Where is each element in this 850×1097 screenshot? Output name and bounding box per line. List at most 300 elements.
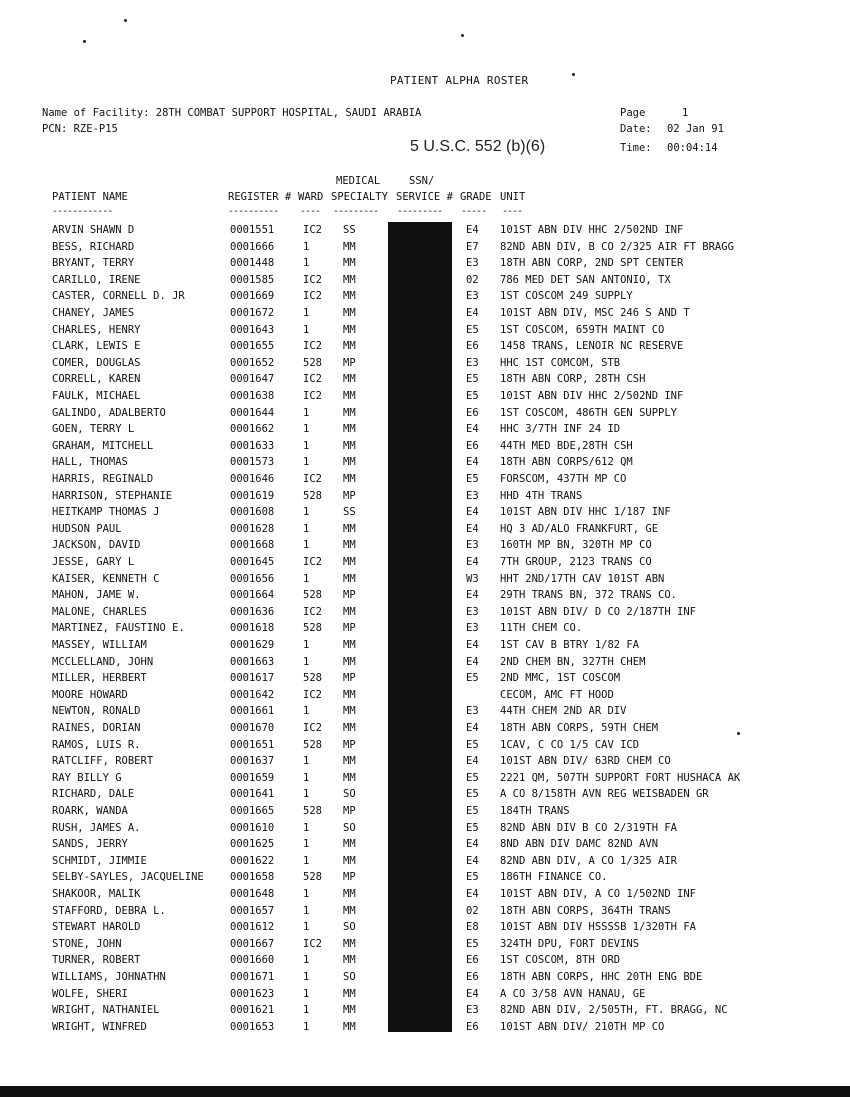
- register-cell: 0001637: [230, 755, 275, 768]
- unit-cell: 1ST COSCOM, 659TH MAINT CO: [500, 323, 665, 336]
- specialty-cell: MM: [343, 705, 356, 718]
- patient-name-cell: COMER, DOUGLAS: [52, 356, 141, 369]
- patient-name-cell: CHARLES, HENRY: [52, 323, 141, 336]
- grade-cell: E4: [466, 987, 479, 1000]
- register-cell: 0001658: [230, 871, 275, 884]
- register-cell: 0001671: [230, 971, 275, 983]
- specialty-cell: MM: [343, 456, 356, 469]
- ward-cell: IC2: [303, 273, 322, 286]
- unit-cell: 101ST ABN DIV, MSC 246 S AND T: [500, 307, 690, 319]
- grade-cell: E4: [466, 722, 479, 734]
- patient-name-cell: SELBY-SAYLES, JACQUELINE: [52, 871, 204, 884]
- patient-name-cell: HALL, THOMAS: [52, 456, 128, 469]
- time-label: Time:: [620, 142, 652, 154]
- ward-cell: 528: [303, 805, 322, 817]
- unit-cell: A CO 8/158TH AVN REG WEISBADEN GR: [500, 788, 709, 801]
- specialty-cell: MM: [343, 273, 356, 286]
- ward-cell: IC2: [303, 340, 322, 353]
- register-cell: 0001628: [230, 522, 275, 535]
- patient-name-cell: STONE, JOHN: [52, 937, 122, 950]
- register-cell: 0001660: [230, 954, 275, 967]
- ward-cell: IC2: [303, 473, 322, 485]
- unit-cell: A CO 3/58 AVN HANAU, GE: [500, 987, 646, 1000]
- register-cell: 0001629: [230, 639, 275, 651]
- register-cell: 0001636: [230, 605, 275, 618]
- ward-cell: IC2: [303, 605, 322, 618]
- scan-speck: [83, 40, 86, 43]
- specialty-cell: MM: [343, 904, 356, 917]
- register-cell: 0001573: [230, 456, 275, 469]
- patient-name-cell: GOEN, TERRY L: [52, 423, 135, 436]
- col-grade: GRADE: [460, 191, 492, 203]
- unit-cell: 18TH ABN CORPS, 364TH TRANS: [500, 904, 671, 917]
- time-value: 00:04:14: [667, 142, 718, 154]
- register-cell: 0001645: [230, 556, 275, 568]
- grade-cell: E4: [466, 888, 479, 900]
- ward-cell: IC2: [303, 556, 322, 568]
- grade-cell: E6: [466, 971, 479, 983]
- col-ssn: SSN/: [409, 175, 435, 187]
- unit-cell: FORSCOM, 437TH MP CO: [500, 473, 627, 485]
- register-cell: 0001641: [230, 788, 275, 801]
- unit-cell: CECOM, AMC FT HOOD: [500, 688, 614, 701]
- col-register: REGISTER #: [228, 191, 292, 203]
- underline-ward: ----: [300, 206, 321, 217]
- col-ward: WARD: [298, 191, 324, 203]
- ward-cell: 528: [303, 738, 322, 751]
- specialty-cell: MM: [343, 257, 356, 270]
- register-cell: 0001622: [230, 854, 275, 867]
- unit-cell: 7TH GROUP, 2123 TRANS CO: [500, 556, 652, 568]
- patient-name-cell: ARVIN SHAWN D: [52, 224, 135, 236]
- register-cell: 0001665: [230, 805, 275, 817]
- grade-cell: E3: [466, 622, 479, 635]
- patient-name-cell: TURNER, ROBERT: [52, 954, 141, 967]
- grade-cell: E3: [466, 705, 479, 718]
- grade-cell: E4: [466, 639, 479, 651]
- ward-cell: 528: [303, 356, 322, 369]
- unit-cell: HQ 3 AD/ALO FRANKFURT, GE: [500, 522, 659, 535]
- register-cell: 0001664: [230, 589, 275, 602]
- patient-name-cell: CARILLO, IRENE: [52, 273, 141, 286]
- specialty-cell: SS: [343, 506, 356, 519]
- ward-cell: 1: [303, 240, 310, 253]
- ward-cell: 528: [303, 489, 322, 502]
- patient-name-cell: RAMOS, LUIS R.: [52, 738, 141, 751]
- underline-name: ------------: [52, 206, 113, 217]
- scan-speck: [461, 34, 464, 37]
- unit-cell: 101ST ABN DIV HSSSSB 1/320TH FA: [500, 921, 696, 934]
- patient-name-cell: RAINES, DORIAN: [52, 722, 141, 734]
- grade-cell: E3: [466, 257, 479, 270]
- register-cell: 0001669: [230, 290, 275, 303]
- register-cell: 0001625: [230, 838, 275, 851]
- specialty-cell: MM: [343, 688, 356, 701]
- unit-cell: HHD 4TH TRANS: [500, 489, 583, 502]
- page-title: PATIENT ALPHA ROSTER: [390, 74, 529, 87]
- specialty-cell: SO: [343, 821, 356, 834]
- register-cell: 0001623: [230, 987, 275, 1000]
- grade-cell: E4: [466, 556, 479, 568]
- ward-cell: 1: [303, 506, 310, 519]
- unit-cell: 44TH CHEM 2ND AR DIV: [500, 705, 627, 718]
- ward-cell: 1: [303, 257, 310, 270]
- ward-cell: 1: [303, 307, 310, 319]
- grade-cell: E3: [466, 605, 479, 618]
- specialty-cell: MP: [343, 622, 356, 635]
- patient-name-cell: STEWART HAROLD: [52, 921, 141, 934]
- unit-cell: 1ST COSCOM, 486TH GEN SUPPLY: [500, 406, 678, 419]
- date-label: Date:: [620, 123, 652, 135]
- specialty-cell: MM: [343, 954, 356, 967]
- ward-cell: 1: [303, 423, 310, 436]
- patient-name-cell: MOORE HOWARD: [52, 688, 128, 701]
- grade-cell: E4: [466, 655, 479, 668]
- specialty-cell: MM: [343, 522, 356, 535]
- page-label: Page: [620, 107, 646, 119]
- col-patient-name: PATIENT NAME: [52, 191, 128, 203]
- specialty-cell: MM: [343, 240, 356, 253]
- specialty-cell: SS: [343, 224, 356, 236]
- register-cell: 0001619: [230, 489, 275, 502]
- unit-cell: 11TH CHEM CO.: [500, 622, 583, 635]
- unit-cell: 101ST ABN DIV/ D CO 2/187TH INF: [500, 605, 696, 618]
- specialty-cell: MM: [343, 755, 356, 768]
- register-cell: 0001646: [230, 473, 275, 485]
- specialty-cell: MP: [343, 489, 356, 502]
- register-cell: 0001652: [230, 356, 275, 369]
- ward-cell: 528: [303, 589, 322, 602]
- ward-cell: 1: [303, 539, 310, 552]
- specialty-cell: MM: [343, 854, 356, 867]
- patient-name-cell: GALINDO, ADALBERTO: [52, 406, 166, 419]
- patient-name-cell: RICHARD, DALE: [52, 788, 135, 801]
- specialty-cell: MM: [343, 1020, 356, 1033]
- underline-unit: ----: [502, 206, 523, 217]
- unit-cell: 82ND ABN DIV, A CO 1/325 AIR: [500, 854, 678, 867]
- register-cell: 0001610: [230, 821, 275, 834]
- unit-cell: 18TH ABN CORP, 28TH CSH: [500, 373, 646, 386]
- ward-cell: 1: [303, 788, 310, 801]
- grade-cell: E4: [466, 589, 479, 602]
- unit-cell: 160TH MP BN, 320TH MP CO: [500, 539, 652, 552]
- patient-name-cell: HARRISON, STEPHANIE: [52, 489, 173, 502]
- register-cell: 0001638: [230, 390, 275, 402]
- ward-cell: 528: [303, 672, 322, 685]
- patient-name-cell: HUDSON PAUL: [52, 522, 122, 535]
- specialty-cell: MM: [343, 423, 356, 436]
- grade-cell: E4: [466, 838, 479, 851]
- patient-name-cell: CASTER, CORNELL D. JR: [52, 290, 185, 303]
- register-cell: 0001662: [230, 423, 275, 436]
- ward-cell: 528: [303, 871, 322, 884]
- grade-cell: E6: [466, 1020, 479, 1033]
- register-cell: 0001644: [230, 406, 275, 419]
- register-cell: 0001655: [230, 340, 275, 353]
- unit-cell: 2ND MMC, 1ST COSCOM: [500, 672, 621, 685]
- grade-cell: E5: [466, 821, 479, 834]
- patient-name-cell: SANDS, JERRY: [52, 838, 128, 851]
- register-cell: 0001448: [230, 257, 275, 270]
- ward-cell: 1: [303, 639, 310, 651]
- specialty-cell: MM: [343, 722, 356, 734]
- register-cell: 0001617: [230, 672, 275, 685]
- ward-cell: 1: [303, 838, 310, 851]
- foia-exemption-stamp: 5 U.S.C. 552 (b)(6): [410, 138, 546, 155]
- specialty-cell: MP: [343, 356, 356, 369]
- page-number: 1: [682, 107, 689, 119]
- ward-cell: IC2: [303, 722, 322, 734]
- scan-speck: [572, 73, 575, 76]
- register-cell: 0001551: [230, 224, 275, 236]
- unit-cell: 186TH FINANCE CO.: [500, 871, 608, 884]
- ward-cell: IC2: [303, 688, 322, 701]
- register-cell: 0001633: [230, 439, 275, 452]
- grade-cell: E5: [466, 788, 479, 801]
- ward-cell: 1: [303, 755, 310, 768]
- register-cell: 0001651: [230, 738, 275, 751]
- ward-cell: 1: [303, 921, 310, 934]
- ward-cell: 1: [303, 655, 310, 668]
- unit-cell: 18TH ABN CORPS, HHC 20TH ENG BDE: [500, 971, 703, 983]
- specialty-cell: MM: [343, 771, 356, 784]
- patient-name-cell: SCHMIDT, JIMMIE: [52, 854, 147, 867]
- ward-cell: 528: [303, 622, 322, 635]
- grade-cell: E5: [466, 738, 479, 751]
- patient-name-cell: BESS, RICHARD: [52, 240, 135, 253]
- register-cell: 0001666: [230, 240, 275, 253]
- grade-cell: E5: [466, 771, 479, 784]
- ward-cell: 1: [303, 904, 310, 917]
- unit-cell: 101ST ABN DIV HHC 1/187 INF: [500, 506, 671, 519]
- scan-speck: [124, 19, 127, 22]
- register-cell: 0001668: [230, 539, 275, 552]
- unit-cell: 82ND ABN DIV, B CO 2/325 AIR FT BRAGG: [500, 240, 734, 253]
- specialty-cell: MM: [343, 1004, 356, 1017]
- unit-cell: 29TH TRANS BN, 372 TRANS CO.: [500, 589, 678, 602]
- grade-cell: E5: [466, 805, 479, 817]
- unit-cell: 184TH TRANS: [500, 805, 570, 817]
- grade-cell: E5: [466, 473, 479, 485]
- grade-cell: E6: [466, 439, 479, 452]
- specialty-cell: MM: [343, 439, 356, 452]
- patient-name-cell: MASSEY, WILLIAM: [52, 639, 147, 651]
- unit-cell: HHT 2ND/17TH CAV 101ST ABN: [500, 572, 665, 585]
- underline-register: ----------: [228, 206, 279, 217]
- register-cell: 0001585: [230, 273, 275, 286]
- specialty-cell: MM: [343, 655, 356, 668]
- register-cell: 0001667: [230, 937, 275, 950]
- register-cell: 0001621: [230, 1004, 275, 1017]
- ward-cell: 1: [303, 456, 310, 469]
- grade-cell: E4: [466, 854, 479, 867]
- specialty-cell: MM: [343, 937, 356, 950]
- register-cell: 0001612: [230, 921, 275, 934]
- specialty-cell: MP: [343, 589, 356, 602]
- unit-cell: 1ST COSCOM, 8TH ORD: [500, 954, 621, 967]
- specialty-cell: MM: [343, 838, 356, 851]
- register-cell: 0001656: [230, 572, 275, 585]
- patient-name-cell: WRIGHT, NATHANIEL: [52, 1004, 160, 1017]
- patient-name-cell: HARRIS, REGINALD: [52, 473, 154, 485]
- unit-cell: 2ND CHEM BN, 327TH CHEM: [500, 655, 646, 668]
- specialty-cell: MM: [343, 373, 356, 386]
- specialty-cell: MM: [343, 307, 356, 319]
- unit-cell: 82ND ABN DIV, 2/505TH, FT. BRAGG, NC: [500, 1004, 728, 1017]
- grade-cell: E4: [466, 423, 479, 436]
- date-value: 02 Jan 91: [667, 123, 724, 135]
- patient-name-cell: NEWTON, RONALD: [52, 705, 141, 718]
- ward-cell: 1: [303, 323, 310, 336]
- specialty-cell: MM: [343, 539, 356, 552]
- col-specialty: SPECIALTY: [331, 191, 388, 203]
- unit-cell: 101ST ABN DIV, A CO 1/502ND INF: [500, 888, 696, 900]
- register-cell: 0001670: [230, 722, 275, 734]
- patient-name-cell: ROARK, WANDA: [52, 805, 128, 817]
- underline-grade: -----: [461, 206, 487, 217]
- patient-name-cell: JESSE, GARY L: [52, 556, 135, 568]
- patient-name-cell: CORRELL, KAREN: [52, 373, 141, 386]
- grade-cell: E6: [466, 406, 479, 419]
- patient-name-cell: MCCLELLAND, JOHN: [52, 655, 154, 668]
- grade-cell: E7: [466, 240, 479, 253]
- ward-cell: 1: [303, 572, 310, 585]
- register-cell: 0001661: [230, 705, 275, 718]
- register-cell: 0001642: [230, 688, 275, 701]
- register-cell: 0001657: [230, 904, 275, 917]
- ward-cell: 1: [303, 1020, 310, 1033]
- unit-cell: 324TH DPU, FORT DEVINS: [500, 937, 640, 950]
- grade-cell: E5: [466, 390, 479, 402]
- grade-cell: E5: [466, 373, 479, 386]
- grade-cell: E3: [466, 290, 479, 303]
- ward-cell: IC2: [303, 373, 322, 386]
- unit-cell: 18TH ABN CORPS/612 QM: [500, 456, 633, 469]
- ward-cell: 1: [303, 1004, 310, 1017]
- register-cell: 0001608: [230, 506, 275, 519]
- patient-name-cell: RAY BILLY G: [52, 771, 122, 784]
- ward-cell: IC2: [303, 290, 322, 303]
- specialty-cell: MP: [343, 672, 356, 685]
- patient-name-cell: MILLER, HERBERT: [52, 672, 147, 685]
- unit-cell: 101ST ABN DIV/ 63RD CHEM CO: [500, 755, 671, 768]
- grade-cell: E4: [466, 307, 479, 319]
- grade-cell: E3: [466, 356, 479, 369]
- grade-cell: E4: [466, 456, 479, 469]
- patient-name-cell: WILLIAMS, JOHNATHN: [52, 971, 166, 983]
- grade-cell: E4: [466, 506, 479, 519]
- col-medical: MEDICAL: [336, 175, 381, 187]
- grade-cell: E5: [466, 871, 479, 884]
- patient-name-cell: GRAHAM, MITCHELL: [52, 439, 154, 452]
- underline-specialty: ---------: [333, 206, 379, 217]
- patient-name-cell: WRIGHT, WINFRED: [52, 1020, 147, 1033]
- specialty-cell: MM: [343, 556, 356, 568]
- specialty-cell: SO: [343, 921, 356, 934]
- page-bottom-edge: [0, 1086, 850, 1097]
- patient-name-cell: HEITKAMP THOMAS J: [52, 506, 160, 519]
- underline-service: ---------: [397, 206, 443, 217]
- specialty-cell: MP: [343, 805, 356, 817]
- col-service: SERVICE #: [396, 191, 453, 203]
- grade-cell: E6: [466, 954, 479, 967]
- patient-name-cell: MALONE, CHARLES: [52, 605, 147, 618]
- col-unit: UNIT: [500, 191, 526, 203]
- unit-cell: 18TH ABN CORP, 2ND SPT CENTER: [500, 257, 684, 270]
- ward-cell: 1: [303, 439, 310, 452]
- unit-cell: 44TH MED BDE,28TH CSH: [500, 439, 633, 452]
- grade-cell: E4: [466, 522, 479, 535]
- specialty-cell: MM: [343, 340, 356, 353]
- ssn-redaction-bar: [388, 222, 452, 1032]
- register-cell: 0001648: [230, 888, 275, 900]
- unit-cell: 2221 QM, 507TH SUPPORT FORT HUSHACA AK: [500, 771, 741, 784]
- unit-cell: 101ST ABN DIV HHC 2/502ND INF: [500, 390, 684, 402]
- register-cell: 0001647: [230, 373, 275, 386]
- patient-name-cell: BRYANT, TERRY: [52, 257, 135, 270]
- ward-cell: 1: [303, 971, 310, 983]
- register-cell: 0001653: [230, 1020, 275, 1033]
- grade-cell: E3: [466, 1004, 479, 1017]
- grade-cell: E6: [466, 340, 479, 353]
- unit-cell: HHC 1ST COMCOM, STB: [500, 356, 621, 369]
- grade-cell: E3: [466, 489, 479, 502]
- grade-cell: 02: [466, 904, 479, 917]
- ward-cell: IC2: [303, 937, 322, 950]
- specialty-cell: MM: [343, 888, 356, 900]
- grade-cell: E8: [466, 921, 479, 934]
- specialty-cell: MM: [343, 290, 356, 303]
- unit-cell: HHC 3/7TH INF 24 ID: [500, 423, 621, 436]
- patient-name-cell: WOLFE, SHERI: [52, 987, 128, 1000]
- specialty-cell: MM: [343, 323, 356, 336]
- ward-cell: 1: [303, 821, 310, 834]
- patient-name-cell: KAISER, KENNETH C: [52, 572, 160, 585]
- specialty-cell: MP: [343, 738, 356, 751]
- register-cell: 0001618: [230, 622, 275, 635]
- unit-cell: 786 MED DET SAN ANTONIO, TX: [500, 273, 671, 286]
- pcn: PCN: RZE-P15: [42, 123, 118, 135]
- patient-name-cell: SHAKOOR, MALIK: [52, 888, 141, 900]
- unit-cell: 18TH ABN CORPS, 59TH CHEM: [500, 722, 659, 734]
- facility-name: Name of Facility: 28TH COMBAT SUPPORT HOSPITAL, SAUDI ARABIA: [42, 107, 422, 119]
- ward-cell: 1: [303, 406, 310, 419]
- specialty-cell: MM: [343, 572, 356, 585]
- patient-name-cell: JACKSON, DAVID: [52, 539, 141, 552]
- unit-cell: 1458 TRANS, LENOIR NC RESERVE: [500, 340, 684, 353]
- grade-cell: E3: [466, 539, 479, 552]
- specialty-cell: MM: [343, 605, 356, 618]
- register-cell: 0001672: [230, 307, 275, 319]
- ward-cell: 1: [303, 888, 310, 900]
- ward-cell: IC2: [303, 224, 322, 236]
- patient-name-cell: CLARK, LEWIS E: [52, 340, 141, 353]
- ward-cell: 1: [303, 705, 310, 718]
- grade-cell: E5: [466, 937, 479, 950]
- ward-cell: 1: [303, 954, 310, 967]
- specialty-cell: SO: [343, 788, 356, 801]
- register-cell: 0001659: [230, 771, 275, 784]
- register-cell: 0001663: [230, 655, 275, 668]
- ward-cell: 1: [303, 771, 310, 784]
- specialty-cell: MM: [343, 987, 356, 1000]
- register-cell: 0001643: [230, 323, 275, 336]
- patient-name-cell: RATCLIFF, ROBERT: [52, 755, 154, 768]
- specialty-cell: MM: [343, 639, 356, 651]
- patient-name-cell: CHANEY, JAMES: [52, 307, 135, 319]
- unit-cell: 101ST ABN DIV/ 210TH MP CO: [500, 1020, 665, 1033]
- patient-name-cell: MARTINEZ, FAUSTINO E.: [52, 622, 185, 635]
